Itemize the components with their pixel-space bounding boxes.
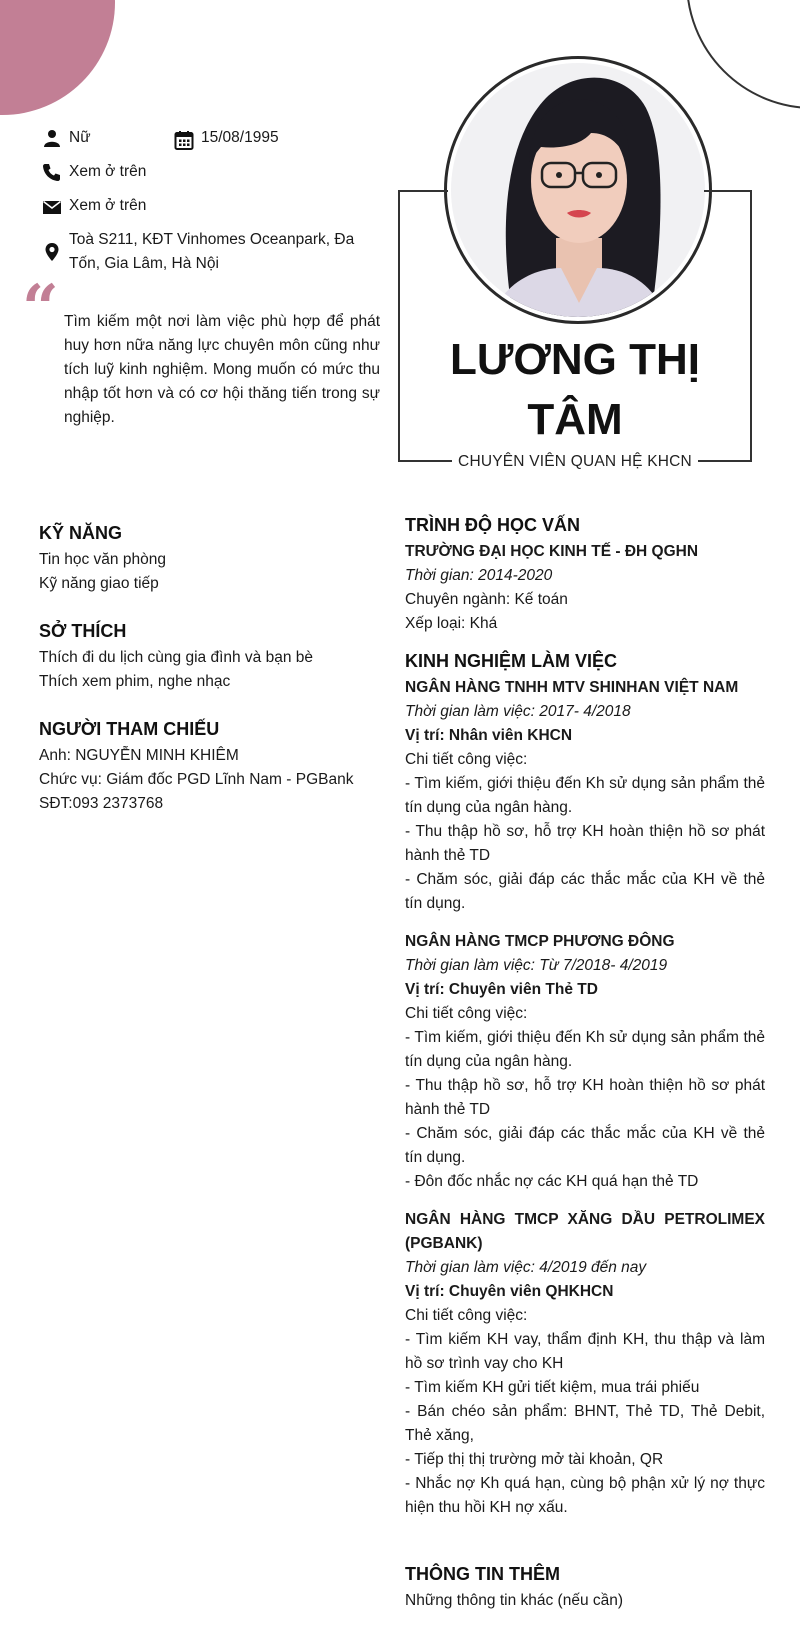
phone-value: Xem ở trên: [69, 163, 147, 180]
frame-top-left: [398, 190, 448, 192]
phone-icon: [42, 162, 62, 182]
candidate-name: [400, 330, 750, 450]
extra-info-title: THÔNG TIN THÊM: [405, 1564, 560, 1584]
job-task: - Chăm sóc, giải đáp các thắc mắc của KH về thẻ tín dụng.: [405, 871, 765, 912]
job-task: - Nhắc nợ Kh quá hạn, cùng bộ phận xử lý nợ thực hiện thu hồi KH nợ xấu.: [405, 1475, 765, 1516]
job-company: NGÂN HÀNG TMCP PHƯƠNG ĐÔNG: [405, 933, 675, 950]
job-company: NGÂN HÀNG TMCP XĂNG DẦU PETROLIMEX (PGBANK): [405, 1211, 765, 1252]
education-time: Thời gian: 2014-2020: [405, 567, 553, 584]
reference-position: Chức vụ: Giám đốc PGD Lĩnh Nam - PGBank: [39, 771, 354, 788]
job-title-wrapper: [400, 451, 750, 473]
job-position: Vị trí: Chuyên viên Thẻ TD: [405, 981, 598, 998]
job-entry: [405, 676, 765, 916]
name-line-2: TÂM: [527, 395, 623, 444]
email-icon: [42, 197, 62, 217]
job-task: - Đôn đốc nhắc nợ các KH quá hạn thẻ TD: [405, 1173, 699, 1190]
hobbies-title: SỞ THÍCH: [39, 621, 127, 641]
job-position: Vị trí: Nhân viên KHCN: [405, 727, 573, 744]
school-name: TRƯỜNG ĐẠI HỌC KINH TẾ - ĐH QGHN: [405, 543, 699, 560]
hobby-item: Thích đi du lịch cùng gia đình và bạn bè: [39, 649, 314, 666]
profile-photo: [451, 63, 705, 317]
email-value: Xem ở trên: [69, 197, 147, 214]
frame-top-right: [704, 190, 752, 192]
job-task: - Thu thập hồ sơ, hỗ trợ KH hoàn thiện hồ sơ phát hành thẻ TD: [405, 1077, 765, 1118]
reference-title: NGƯỜI THAM CHIẾU: [39, 719, 220, 739]
person-icon: [42, 128, 62, 148]
education-section: [405, 512, 765, 636]
skill-item: Tin học văn phòng: [39, 551, 166, 568]
job-details-label: Chi tiết công việc:: [405, 751, 528, 768]
job-time: Thời gian làm việc: Từ 7/2018- 4/2019: [405, 957, 668, 974]
job-position: Vị trí: Chuyên viên QHKHCN: [405, 1283, 614, 1300]
job-entry: [405, 1208, 765, 1520]
job-task: - Thu thập hồ sơ, hỗ trợ KH hoàn thiện hồ sơ phát hành thẻ TD: [405, 823, 765, 864]
extra-info-section: [405, 1561, 765, 1613]
job-entry: [405, 930, 765, 1194]
reference-phone: SĐT:093 2373768: [39, 795, 164, 812]
skill-item: Kỹ năng giao tiếp: [39, 575, 159, 592]
decorative-pink-circle: [0, 0, 115, 115]
address-value: Toà S211, KĐT Vinhomes Oceanpark, Đa Tốn, Gia Lâm, Hà Nội: [69, 231, 355, 272]
name-line-1: LƯƠNG THỊ: [449, 335, 700, 384]
education-major: Chuyên ngành: Kế toán: [405, 591, 568, 608]
decorative-ring: [686, 0, 800, 109]
education-rank: Xếp loại: Khá: [405, 615, 498, 632]
job-time: Thời gian làm việc: 2017- 4/2018: [405, 703, 631, 720]
job-task: - Bán chéo sản phẩm: BHNT, Thẻ TD, Thẻ Debit, Thẻ xăng,: [405, 1403, 765, 1444]
experience-title: KINH NGHIỆM LÀM VIỆC: [405, 651, 618, 671]
reference-name: Anh: NGUYỄN MINH KHIÊM: [39, 747, 239, 764]
reference-section: [39, 716, 379, 816]
job-title: CHUYÊN VIÊN QUAN HỆ KHCN: [452, 451, 698, 473]
job-details-label: Chi tiết công việc:: [405, 1005, 528, 1022]
experience-section: [405, 648, 765, 1520]
job-task: - Tiếp thị thị trường mở tài khoản, QR: [405, 1451, 664, 1468]
job-task: - Chăm sóc, giải đáp các thắc mắc của KH về thẻ tín dụng.: [405, 1125, 765, 1166]
date-of-birth-value: 15/08/1995: [201, 129, 279, 146]
education-title: TRÌNH ĐỘ HỌC VẤN: [405, 515, 580, 535]
job-task: - Tìm kiếm KH vay, thẩm định KH, thu thập và làm hồ sơ trình vay cho KH: [405, 1331, 765, 1372]
job-details-label: Chi tiết công việc:: [405, 1307, 528, 1324]
job-task: - Tìm kiếm, giới thiệu đến Kh sử dụng sản phẩm thẻ tín dụng của ngân hàng.: [405, 1029, 765, 1070]
job-time: Thời gian làm việc: 4/2019 đến nay: [405, 1259, 647, 1276]
extra-info-text: Những thông tin khác (nếu cần): [405, 1592, 624, 1609]
gender-value: Nữ: [69, 129, 91, 146]
job-task: - Tìm kiếm, giới thiệu đến Kh sử dụng sản phẩm thẻ tín dụng của ngân hàng.: [405, 775, 765, 816]
quote-icon: “: [22, 271, 59, 346]
calendar-icon: [174, 130, 194, 150]
job-task: - Tìm kiếm KH gửi tiết kiệm, mua trái phiếu: [405, 1379, 700, 1396]
career-objective: Tìm kiếm một nơi làm việc phù hợp để phát huy hơn nữa năng lực chuyên môn cũng như tích luỹ kinh nghiệm. Mong muốn có mức thu nhập tốt hơn và có cơ hội thăng tiến trong sự nghiệp.: [64, 313, 380, 426]
hobbies-section: [39, 618, 369, 694]
skills-section: [39, 520, 369, 596]
hobby-item: Thích xem phim, nghe nhạc: [39, 673, 231, 690]
job-company: NGÂN HÀNG TNHH MTV SHINHAN VIỆT NAM: [405, 679, 739, 696]
skills-title: KỸ NĂNG: [39, 523, 123, 543]
location-pin-icon: [42, 242, 62, 262]
